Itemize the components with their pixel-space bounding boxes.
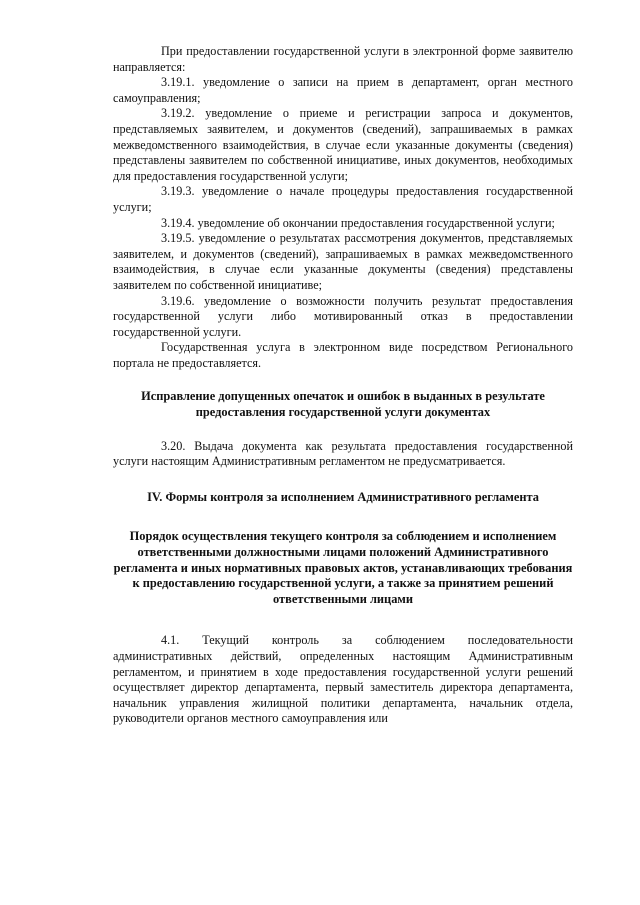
paragraph-3-19-5: 3.19.5. уведомление о результатах рассмотрения документов, представляемых заявителем, и документов (сведений), запрашиваемых в рамках межведомственного взаимодействия, в случае если указанные документы (сведения) представлены заявителем по собственной инициативе; <box>113 231 573 292</box>
paragraph-3-19-3: 3.19.3. уведомление о начале процедуры предоставления государственной услуги; <box>113 184 573 214</box>
paragraph-3-19-6: 3.19.6. уведомление о возможности получить результат предоставления государственной услуги либо мотивированный отказ в предоставлении государственной услуги. <box>113 293 573 339</box>
document-page <box>113 44 573 727</box>
section-heading-corrections: Исправление допущенных опечаток и ошибок в выданных в результате предоставления государственной услуги документах <box>141 389 545 420</box>
paragraph-3-19-1: 3.19.1. уведомление о записи на прием в департамент, орган местного самоуправления; <box>113 75 573 105</box>
paragraph-4-1: 4.1. Текущий контроль за соблюдением последовательности административных действий, определенных настоящим Административным регламентом, и принятием в ходе предоставления государственной услуги решений осуществляет директор департамента, первый заместитель директора департамента, начальник управления жилищной политики департамента, начальник отдела, руководители органов местного самоуправления или <box>113 633 573 726</box>
paragraph-intro: При предоставлении государственной услуги в электронной форме заявителю направляется: <box>113 44 573 74</box>
paragraph-portal: Государственная услуга в электронном виде посредством Регионального портала не предоставляется. <box>113 340 573 370</box>
paragraph-3-19-4: 3.19.4. уведомление об окончании предоставления государственной услуги; <box>161 215 555 230</box>
paragraph-3-19-2: 3.19.2. уведомление о приеме и регистрации запроса и документов, представляемых заявителем, и документов (сведений), запрашиваемых в рамках межведомственного взаимодействия, в случае если указанные документы (сведения) представлены заявителем по собственной инициативе, иных документов, необходимых для предоставления государственной услуги; <box>113 106 573 183</box>
chapter-heading-control: IV. Формы контроля за исполнением Административного регламента <box>147 489 539 504</box>
section-heading-current-control: Порядок осуществления текущего контроля за соблюдением и исполнением ответственными должностными лицами положений Административного регламента и иных нормативных правовых актов, устанавливающих требования к предоставлению государственной услуги, а также за принятием решений ответственными лицами <box>113 529 573 606</box>
paragraph-3-20: 3.20. Выдача документа как результата предоставления государственной услуги настоящим Административным регламентом не предусматривается. <box>113 438 573 469</box>
